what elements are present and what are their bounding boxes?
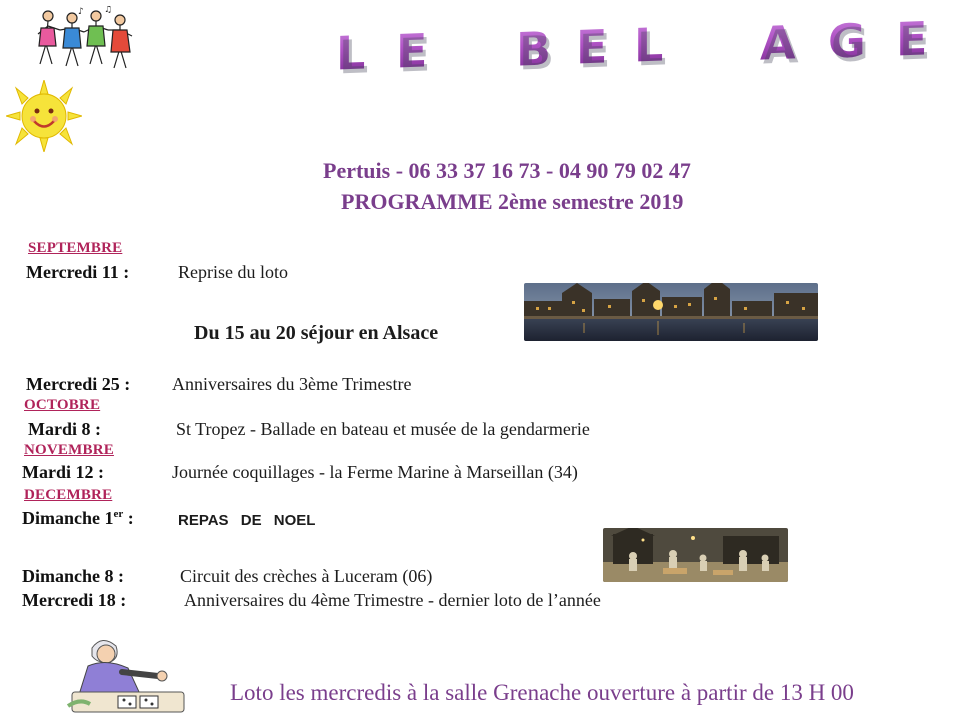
program-line: PROGRAMME 2ème semestre 2019 — [341, 189, 684, 214]
month-heading-november: NOVEMBRE — [24, 442, 114, 458]
event-description: Circuit des crèches à Luceram (06) — [180, 566, 433, 586]
alsace-town-photo — [524, 283, 818, 341]
svg-text:♫: ♫ — [104, 6, 113, 15]
event-description: Journée coquillages - la Ferme Marine à Marseillan (34) — [172, 462, 578, 482]
title-letter: E — [576, 19, 608, 75]
event-description: Anniversaires du 3ème Trimestre — [172, 374, 412, 394]
event-day: Dimanche 8 : — [22, 566, 124, 586]
event-day: Mardi 12 : — [22, 462, 104, 482]
smiling-sun-icon — [6, 80, 82, 152]
svg-text:♪: ♪ — [78, 7, 84, 17]
title-letter: B — [516, 21, 552, 77]
event-description: Reprise du loto — [178, 262, 288, 282]
title-letter: G — [828, 13, 866, 69]
title-letter: L — [634, 17, 664, 73]
event-day: Dimanche 1er : — [22, 508, 134, 528]
title-letter: E — [396, 23, 428, 79]
month-heading-september: SEPTEMBRE — [28, 240, 123, 256]
event-day: Mercredi 11 : — [26, 262, 130, 282]
contact-line: Pertuis - 06 33 37 16 73 - 04 90 79 02 47 — [323, 158, 691, 183]
event-description: Du 15 au 20 séjour en Alsace — [194, 322, 439, 344]
event-day: Mercredi 18 : — [22, 590, 127, 610]
month-heading-october: OCTOBRE — [24, 397, 101, 413]
lady-playing-bingo-icon — [62, 632, 190, 716]
footer-text: Loto les mercredis à la salle Grenache ouverture à partir de 13 H 00 — [230, 680, 854, 705]
event-description: Anniversaires du 4ème Trimestre - dernier loto de l’année — [184, 590, 601, 610]
dancing-people-icon — [34, 6, 138, 76]
month-heading-december: DECEMBRE — [24, 487, 113, 503]
title-letter: E — [896, 11, 928, 67]
nativity-scene-photo — [603, 528, 788, 582]
event-description: St Tropez - Ballade en bateau et musée de la gendarmerie — [176, 419, 590, 439]
title-letter: L — [336, 25, 366, 81]
event-description: REPAS DE NOEL — [178, 512, 316, 529]
event-day: Mercredi 25 : — [26, 374, 131, 394]
title-letter: A — [760, 15, 796, 71]
event-day: Mardi 8 : — [28, 419, 101, 439]
